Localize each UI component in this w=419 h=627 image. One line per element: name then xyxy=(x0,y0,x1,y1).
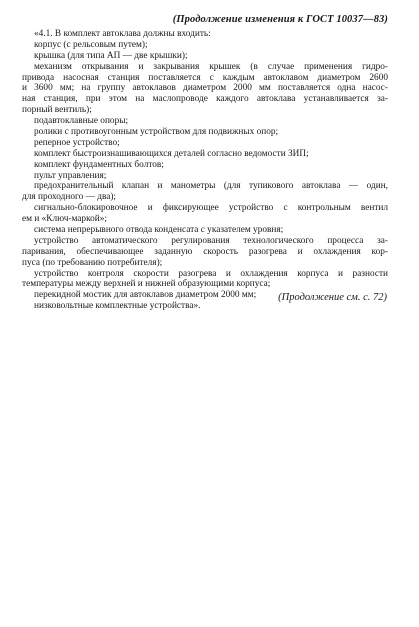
text-line: порный вентиль); xyxy=(22,105,92,116)
text-line: сигнально-блокировочное и фиксирующее устройство с контрольным вентил xyxy=(34,203,388,214)
text-line: подавтоклавные опоры; xyxy=(34,116,129,127)
text-line: паривания, обеспечивающее заданную скорость разогрева и охлаждения кор- xyxy=(22,246,388,257)
text-line: и 3600 мм; на группу автоклавов диаметром 2000 мм поставляется одна насос- xyxy=(22,83,388,94)
text-line: ролики с противоугонным устройством для подвижных опор; xyxy=(34,127,279,138)
text-line: ная станция, при этом на маслопроводе каждого автоклава устанавливается за- xyxy=(22,94,388,105)
text-line: пуса (по требованию потребителя); xyxy=(22,257,163,268)
text-line: пульт управления; xyxy=(34,170,107,181)
page-header: (Продолжение изменения к ГОСТ 10037—83) xyxy=(172,14,388,25)
text-line: температуры между верхней и нижней образующими корпуса; xyxy=(22,279,271,290)
text-line: для проходного — два); xyxy=(22,192,117,203)
text-line: устройство контроля скорости разогрева и охлаждения корпуса и разности xyxy=(34,268,388,279)
text-line: привода насосная станция поставляется с каждым автоклавом диаметром 2600 xyxy=(22,72,388,83)
text-line: корпус (с рельсовым путем); xyxy=(34,39,148,50)
text-line: устройство автоматического регулирования технологического процесса за- xyxy=(34,235,388,246)
page-footer: (Продолжение см. с. 72) xyxy=(278,292,387,303)
text-line: реперное устройство; xyxy=(34,137,120,148)
document-body xyxy=(22,29,388,312)
text-line: низковольтные комплектные устройства». xyxy=(34,301,201,312)
text-line: комплект фундаментных болтов; xyxy=(34,159,164,170)
text-line: «4.1. В комплект автоклава должны входить: xyxy=(34,29,211,39)
text-line: система непрерывного отвода конденсата с указателем уровня; xyxy=(34,225,284,236)
text-line: механизм открывания и закрывания крышек (в случае применения гидро- xyxy=(34,61,388,72)
text-line: предохранительный клапан и манометры (для тупикового автоклава — один, xyxy=(34,181,388,192)
text-line: комплект быстроизнашивающихся деталей согласно ведомости ЗИП; xyxy=(34,148,309,159)
text-line: крышка (для типа АП — две крышки); xyxy=(34,50,188,61)
text-line: перекидной мостик для автоклавов диаметром 2000 мм; xyxy=(34,290,257,301)
text-line: ем и «Ключ-маркой»; xyxy=(22,214,107,225)
